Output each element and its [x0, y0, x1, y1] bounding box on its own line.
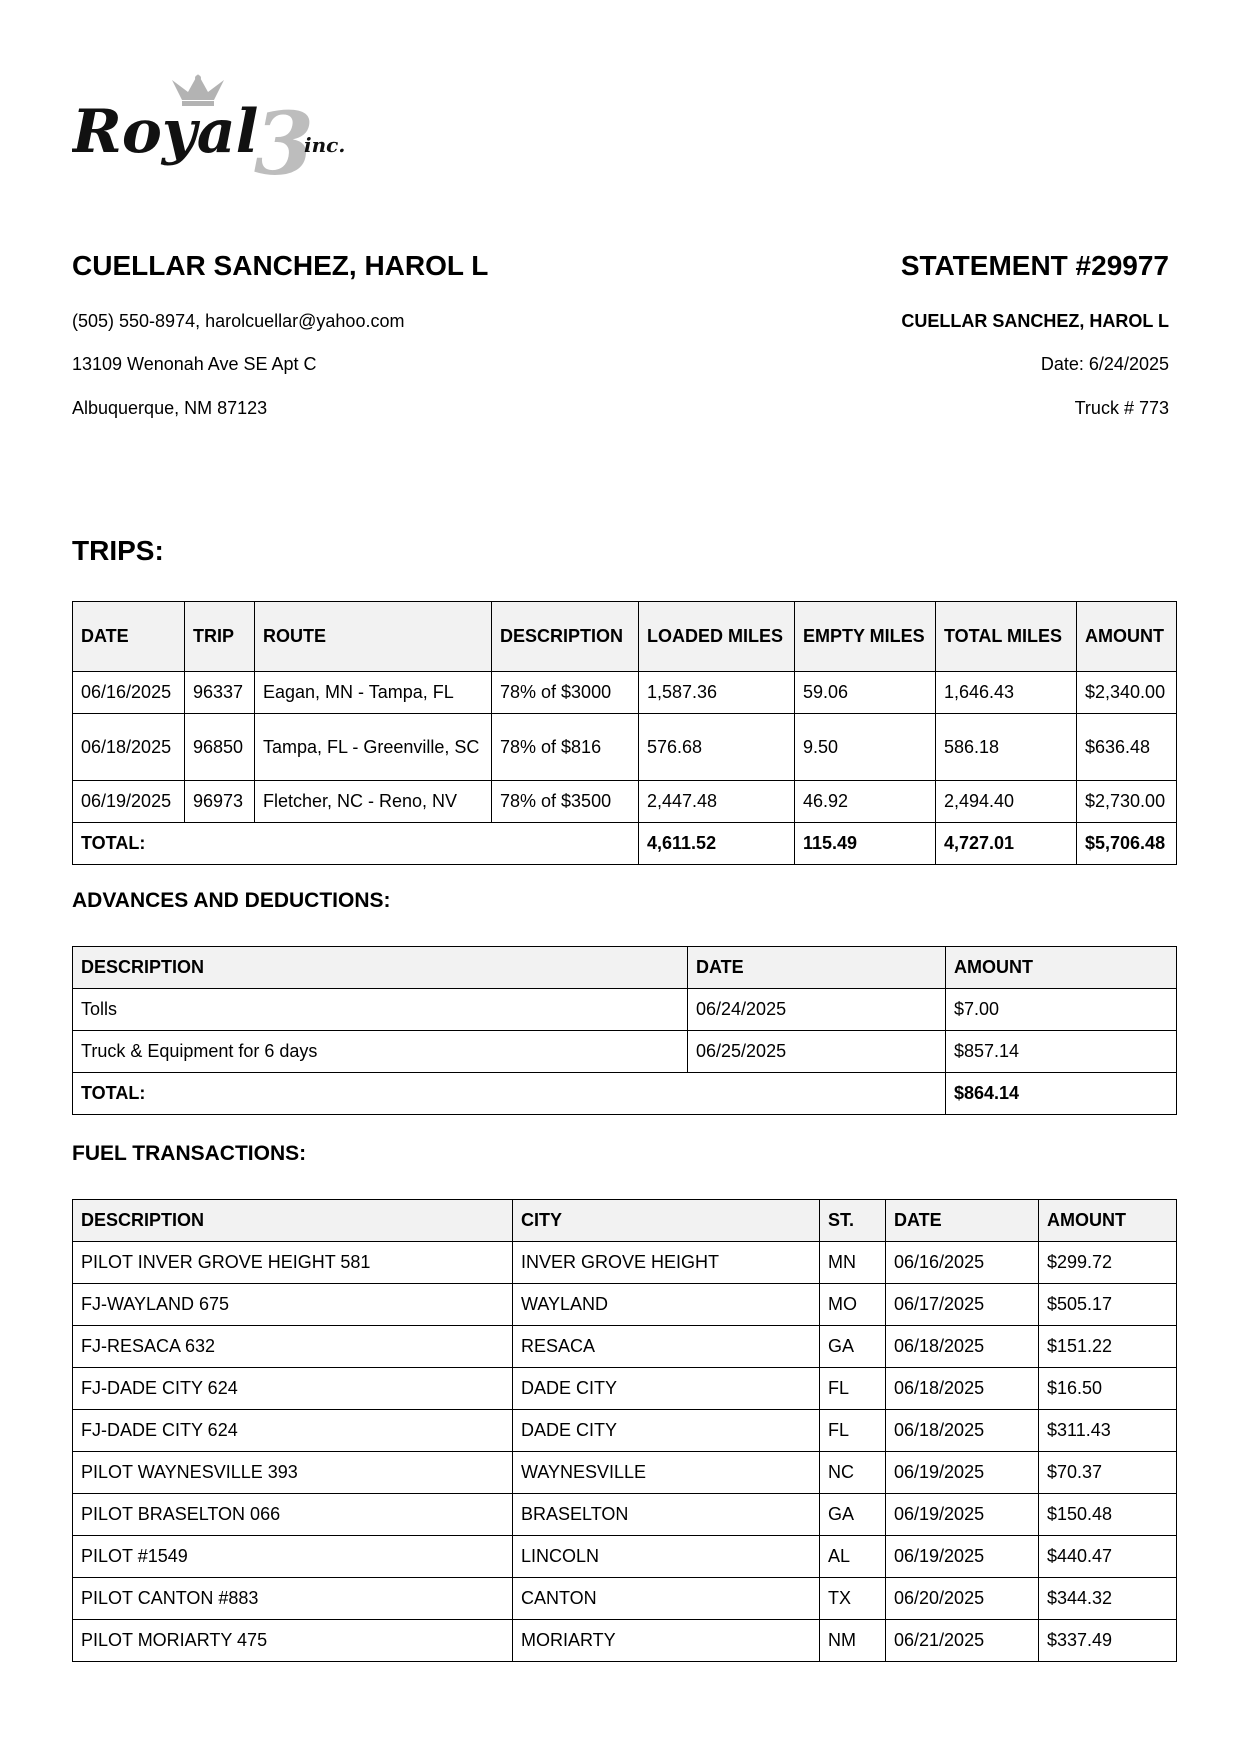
table-row	[73, 1452, 1177, 1494]
advances-total-row	[73, 1073, 1177, 1115]
table-cell: INVER GROVE HEIGHT	[513, 1242, 820, 1284]
table-row	[73, 1031, 1177, 1073]
table-cell: 1,587.36	[639, 672, 795, 714]
table-cell: LINCOLN	[513, 1536, 820, 1578]
total-label: TOTAL:	[73, 823, 639, 865]
table-cell: $337.49	[1039, 1620, 1177, 1662]
table-row	[73, 672, 1177, 714]
trips-heading: TRIPS:	[72, 535, 164, 566]
advances-table	[72, 946, 1177, 1115]
table-cell: 06/18/2025	[886, 1368, 1039, 1410]
table-row	[73, 1242, 1177, 1284]
total-label: TOTAL:	[73, 1073, 946, 1115]
table-cell: GA	[820, 1326, 886, 1368]
table-row	[73, 1326, 1177, 1368]
table-cell: WAYLAND	[513, 1284, 820, 1326]
column-header: DATE	[886, 1200, 1039, 1242]
statement-title: STATEMENT #29977	[900, 250, 1169, 281]
table-cell: BRASELTON	[513, 1494, 820, 1536]
table-cell: DADE CITY	[513, 1368, 820, 1410]
table-cell: $2,730.00	[1077, 781, 1177, 823]
table-cell: TX	[820, 1578, 886, 1620]
table-cell: 1,646.43	[936, 672, 1077, 714]
column-header: CITY	[513, 1200, 820, 1242]
table-cell: 59.06	[795, 672, 936, 714]
table-cell: MO	[820, 1284, 886, 1326]
table-cell: FL	[820, 1368, 886, 1410]
column-header: ST.	[820, 1200, 886, 1242]
table-cell: $299.72	[1039, 1242, 1177, 1284]
table-row	[73, 1410, 1177, 1452]
driver-address-line1: 13109 Wenonah Ave SE Apt C	[72, 354, 317, 374]
table-cell: PILOT #1549	[73, 1536, 513, 1578]
table-cell: 46.92	[795, 781, 936, 823]
column-header: AMOUNT	[1077, 602, 1177, 672]
table-cell: MORIARTY	[513, 1620, 820, 1662]
table-cell: Truck & Equipment for 6 days	[73, 1031, 688, 1073]
table-cell: $505.17	[1039, 1284, 1177, 1326]
table-cell: $16.50	[1039, 1368, 1177, 1410]
table-cell: 96337	[185, 672, 255, 714]
logo-suffix: inc.	[304, 133, 346, 157]
table-row	[73, 1620, 1177, 1662]
advances-header-row	[73, 947, 1177, 989]
advances-heading: ADVANCES AND DEDUCTIONS:	[72, 889, 391, 912]
table-cell: 06/18/2025	[886, 1410, 1039, 1452]
table-row	[73, 989, 1177, 1031]
fuel-header-row	[73, 1200, 1177, 1242]
table-cell: $344.32	[1039, 1578, 1177, 1620]
total-amount: $5,706.48	[1077, 823, 1177, 865]
table-cell: Eagan, MN - Tampa, FL	[255, 672, 492, 714]
table-cell: 78% of $3500	[492, 781, 639, 823]
total-amount: $864.14	[946, 1073, 1177, 1115]
trips-header-row	[73, 602, 1177, 672]
column-header: DESCRIPTION	[73, 1200, 513, 1242]
driver-address-line2: Albuquerque, NM 87123	[72, 398, 268, 418]
table-cell: $150.48	[1039, 1494, 1177, 1536]
table-cell: FJ-RESACA 632	[73, 1326, 513, 1368]
table-cell: $440.47	[1039, 1536, 1177, 1578]
table-cell: 9.50	[795, 714, 936, 781]
table-cell: PILOT INVER GROVE HEIGHT 581	[73, 1242, 513, 1284]
column-header: DESCRIPTION	[492, 602, 639, 672]
table-cell: CANTON	[513, 1578, 820, 1620]
table-cell: FJ-DADE CITY 624	[73, 1410, 513, 1452]
table-cell: $151.22	[1039, 1326, 1177, 1368]
company-logo	[72, 72, 392, 192]
column-header: DATE	[688, 947, 946, 989]
table-row	[73, 1536, 1177, 1578]
fuel-table	[72, 1199, 1177, 1662]
column-header: DESCRIPTION	[73, 947, 688, 989]
table-cell: RESACA	[513, 1326, 820, 1368]
total-miles: 4,727.01	[936, 823, 1077, 865]
table-cell: $2,340.00	[1077, 672, 1177, 714]
table-cell: $311.43	[1039, 1410, 1177, 1452]
table-cell: 06/19/2025	[886, 1494, 1039, 1536]
table-cell: Tolls	[73, 989, 688, 1031]
table-cell: 06/20/2025	[886, 1578, 1039, 1620]
statement-name: CUELLAR SANCHEZ, HAROL L	[901, 311, 1169, 331]
table-cell: 96850	[185, 714, 255, 781]
table-row	[73, 1578, 1177, 1620]
table-cell: NC	[820, 1452, 886, 1494]
trips-table	[72, 601, 1177, 865]
total-empty-miles: 115.49	[795, 823, 936, 865]
table-cell: 06/18/2025	[73, 714, 185, 781]
table-cell: 78% of $816	[492, 714, 639, 781]
table-cell: FJ-WAYLAND 675	[73, 1284, 513, 1326]
table-cell: PILOT CANTON #883	[73, 1578, 513, 1620]
table-cell: 96973	[185, 781, 255, 823]
column-header: TRIP	[185, 602, 255, 672]
table-cell: 06/25/2025	[688, 1031, 946, 1073]
driver-name: CUELLAR SANCHEZ, HAROL L	[72, 250, 489, 281]
table-cell: GA	[820, 1494, 886, 1536]
table-cell: FL	[820, 1410, 886, 1452]
statement-truck: Truck # 773	[1074, 398, 1169, 418]
table-row	[73, 1284, 1177, 1326]
table-cell: AL	[820, 1536, 886, 1578]
table-cell: PILOT BRASELTON 066	[73, 1494, 513, 1536]
logo-wordmark: Royal	[72, 97, 259, 167]
driver-contact: (505) 550-8974, harolcuellar@yahoo.com	[72, 311, 405, 331]
column-header: LOADED MILES	[639, 602, 795, 672]
table-cell: $857.14	[946, 1031, 1177, 1073]
table-cell: $7.00	[946, 989, 1177, 1031]
column-header: EMPTY MILES	[795, 602, 936, 672]
column-header: AMOUNT	[946, 947, 1177, 989]
table-cell: 06/24/2025	[688, 989, 946, 1031]
statement-date: Date: 6/24/2025	[1040, 354, 1169, 374]
column-header: ROUTE	[255, 602, 492, 672]
table-cell: PILOT MORIARTY 475	[73, 1620, 513, 1662]
table-row	[73, 714, 1177, 781]
table-cell: 06/19/2025	[886, 1452, 1039, 1494]
column-header: TOTAL MILES	[936, 602, 1077, 672]
table-cell: WAYNESVILLE	[513, 1452, 820, 1494]
table-cell: 06/19/2025	[886, 1536, 1039, 1578]
fuel-heading: FUEL TRANSACTIONS:	[72, 1142, 307, 1165]
table-cell: FJ-DADE CITY 624	[73, 1368, 513, 1410]
table-cell: PILOT WAYNESVILLE 393	[73, 1452, 513, 1494]
table-cell: $70.37	[1039, 1452, 1177, 1494]
table-cell: DADE CITY	[513, 1410, 820, 1452]
table-row	[73, 781, 1177, 823]
table-cell: Fletcher, NC - Reno, NV	[255, 781, 492, 823]
table-cell: $636.48	[1077, 714, 1177, 781]
table-cell: 06/17/2025	[886, 1284, 1039, 1326]
trips-total-row	[73, 823, 1177, 865]
table-cell: Tampa, FL - Greenville, SC	[255, 714, 492, 781]
table-cell: 576.68	[639, 714, 795, 781]
table-row	[73, 1494, 1177, 1536]
total-loaded-miles: 4,611.52	[639, 823, 795, 865]
table-cell: 06/19/2025	[73, 781, 185, 823]
table-cell: 06/18/2025	[886, 1326, 1039, 1368]
table-cell: 78% of $3000	[492, 672, 639, 714]
table-cell: MN	[820, 1242, 886, 1284]
table-cell: 2,447.48	[639, 781, 795, 823]
table-cell: 06/16/2025	[886, 1242, 1039, 1284]
column-header: DATE	[73, 602, 185, 672]
column-header: AMOUNT	[1039, 1200, 1177, 1242]
table-cell: 586.18	[936, 714, 1077, 781]
table-row	[73, 1368, 1177, 1410]
logo-numeral: 3	[254, 94, 314, 192]
table-cell: 06/16/2025	[73, 672, 185, 714]
table-cell: NM	[820, 1620, 886, 1662]
table-cell: 06/21/2025	[886, 1620, 1039, 1662]
table-cell: 2,494.40	[936, 781, 1077, 823]
